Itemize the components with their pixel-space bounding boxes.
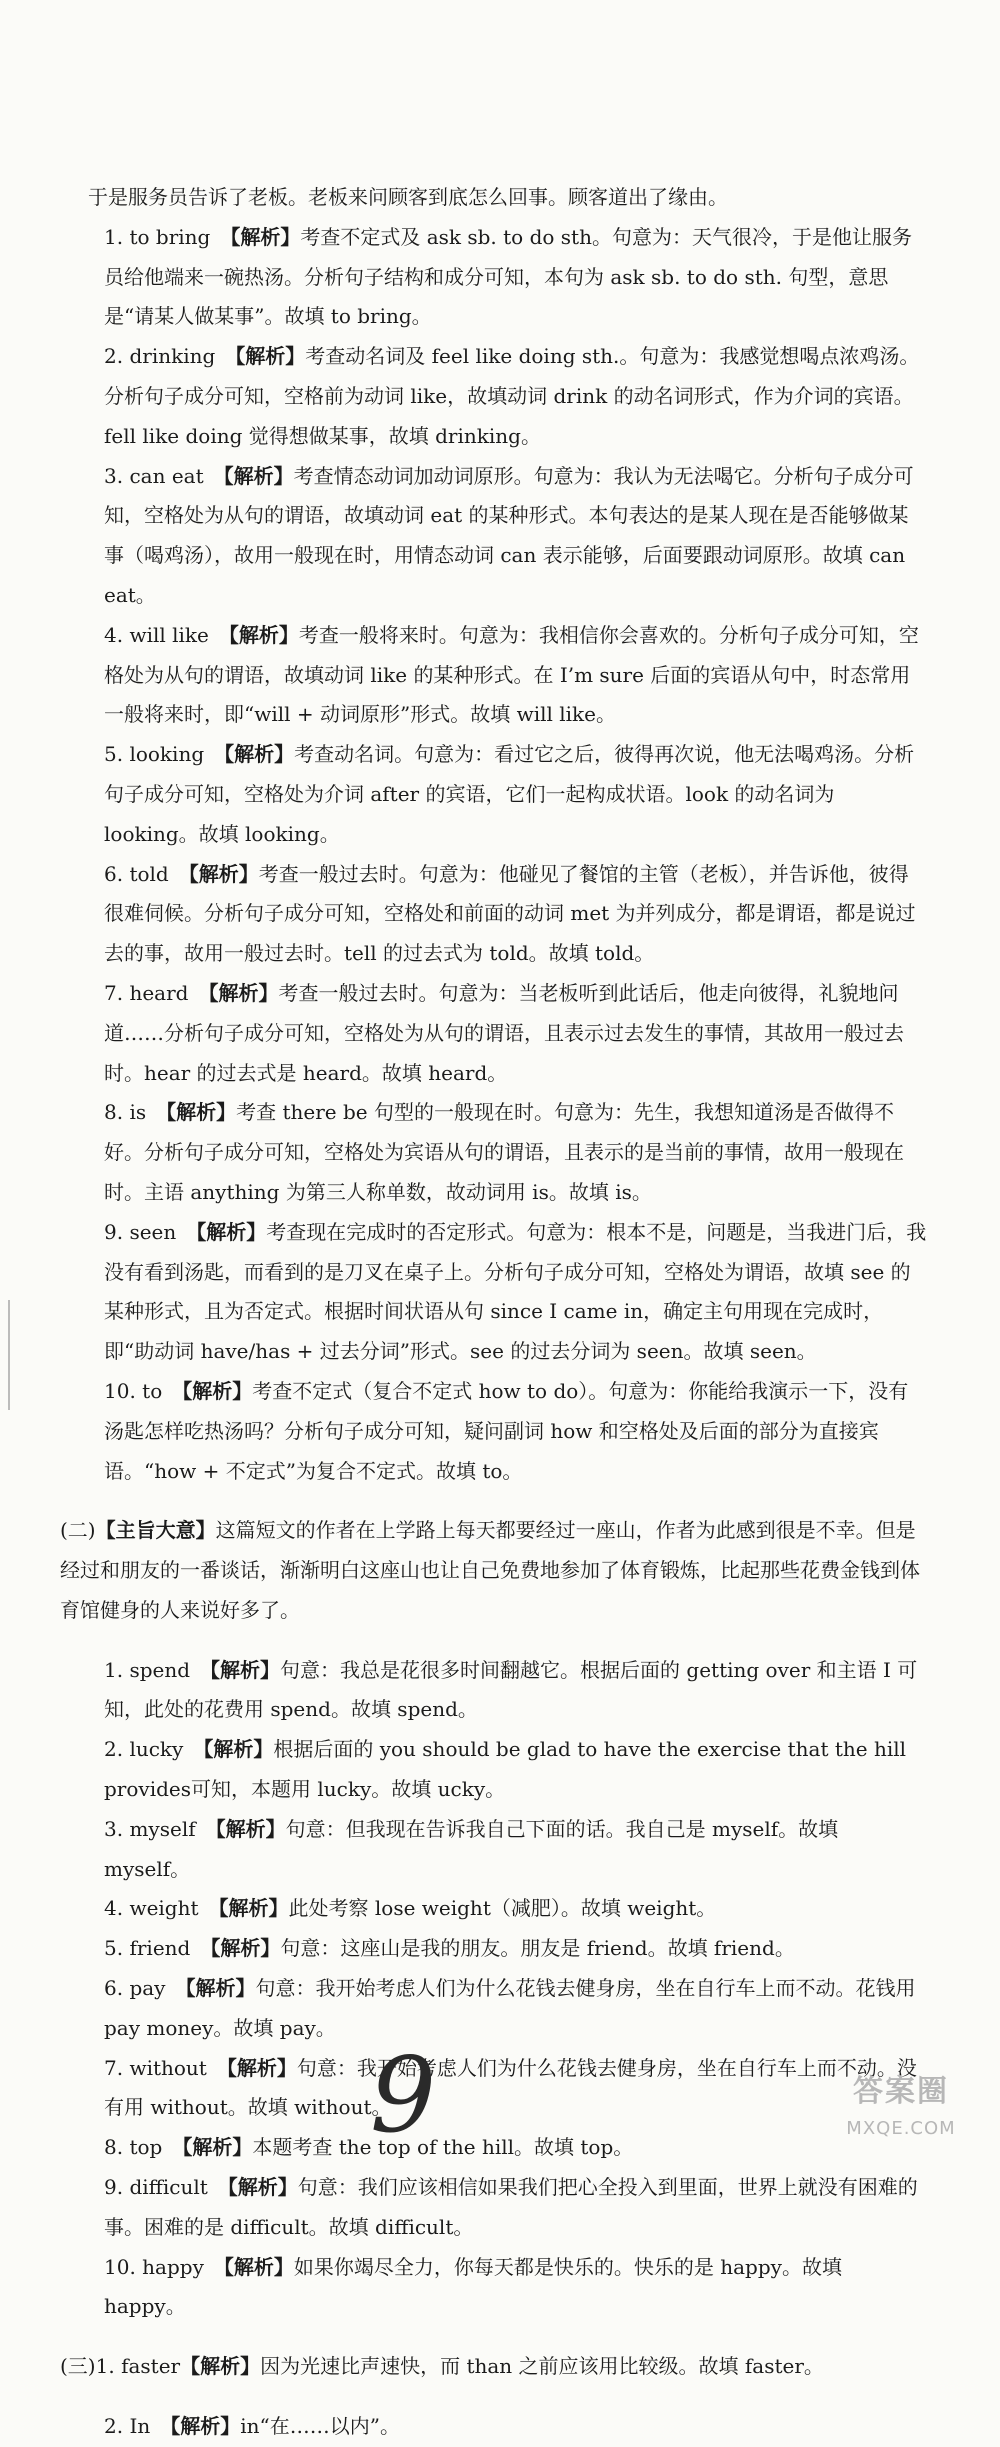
section-three-first: (三)1. faster【解析】因为光速比声速快，而 than 之前应该用比较级。故填 faster。: [60, 2354, 824, 2379]
binding-mark: [8, 1300, 20, 1410]
answer-item: 2. lucky 【解析】根据后面的 you should be glad to have the exercise that the hill provides可知，本题用 lucky。故填 ucky。: [104, 1737, 907, 1802]
answer-item: 6. told 【解析】考查一般过去时。句意为：他碰见了餐馆的主管（老板），并告诉他，彼得很难伺候。分析句子成分可知，空格处和前面的动词 met 为并列成分，都是谓语，都是说过去的事，故用一般过去时。tell 的过去式为 told。故填 told。: [104, 861, 916, 966]
answer-item: 10. to 【解析】考查不定式（复合不定式 how to do）。句意为：你能给我演示一下，没有汤匙怎样吃热汤吗？分析句子成分可知，疑问副词 how 和空格处及后面的部分为直接宾语。“how + 不定式”为复合不定式。故填 to。: [104, 1378, 909, 1483]
answer-item: 4. weight 【解析】此处考察 lose weight（减肥）。故填 weight。: [104, 1896, 717, 1921]
answer-item: 7. without 【解析】句意：我开始考虑人们为什么花钱去健身房，坐在自行车上而不动。没有用 without。故填 without。: [104, 2055, 917, 2120]
answer-item: 2. In 【解析】in“在……以内”。: [104, 2414, 400, 2439]
answer-item: 9. difficult 【解析】句意：我们应该相信如果我们把心全投入到里面，世界上就没有困难的事。困难的是 difficult。故填 difficult。: [104, 2175, 918, 2239]
section-two: [60, 1511, 928, 2327]
answer-item: 6. pay 【解析】句意：我开始考虑人们为什么花钱去健身房，坐在自行车上而不动。花钱用 pay money。故填 pay。: [104, 1976, 916, 2040]
answer-item: 5. friend 【解析】句意：这座山是我的朋友。朋友是 friend。故填 friend。: [104, 1936, 795, 1961]
intro-text: 于是服务员告诉了老板。老板来问顾客到底怎么回事。顾客道出了缘由。: [88, 185, 728, 209]
answer-item: 4. will like 【解析】考查一般将来时。句意为：我相信你会喜欢的。分析句子成分可知，空格处为从句的谓语，故填动词 like 的某种形式。在 I’m sure 后面的宾语从句中，时态常用一般将来时，即“will + 动词原形”形式。故填 will like。: [104, 622, 919, 727]
answer-item: 7. heard 【解析】考查一般过去时。句意为：当老板听到此话后，他走向彼得，礼貌地问道……分析句子成分可知，空格处为从句的谓语，且表示过去发生的事情，其故用一般过去时。hear 的过去式是 heard。故填 heard。: [104, 980, 904, 1085]
answer-item: 3. can eat 【解析】考查情态动词加动词原形。句意为：我认为无法喝它。分析句子成分可知，空格处为从句的谓语，故填动词 eat 的某种形式。本句表达的是某人现在是否能够做某事（喝鸡汤），故用一般现在时，用情态动词 can 表示能够，后面要跟动词原形。故填 can eat。: [104, 463, 914, 607]
answer-item: 8. is 【解析】考查 there be 句型的一般现在时。句意为：先生，我想知道汤是否做得不好。分析句子成分可知，空格处为宾语从句的谓语，且表示的是当前的事情，故用一般现在时。主语 anything 为第三人称单数，故动词用 is。故填 is。: [104, 1100, 904, 1204]
answer-item: 1. spend 【解析】句意：我总是花很多时间翻越它。根据后面的 getting over 和主语 I 可知，此处的花费用 spend。故填 spend。: [104, 1657, 918, 1722]
part1-list: [88, 218, 928, 1492]
answer-content: [60, 178, 928, 2447]
answer-item: 8. top 【解析】本题考查 the top of the hill。故填 top。: [104, 2135, 634, 2160]
answer-item: 5. looking 【解析】考查动名词。句意为：看过它之后，彼得再次说，他无法喝鸡汤。分析句子成分可知，空格处为介词 after 的宾语，它们一起构成状语。look 的动名词为 looking。故填 looking。: [104, 742, 915, 846]
answer-item: 9. seen 【解析】考查现在完成时的否定形式。句意为：根本不是，问题是，当我进门后，我没有看到汤匙，而看到的是刀叉在桌子上。分析句子成分可知，空格处为谓语，故填 see 的某种形式，且为否定式。根据时间状语从句 since I came in，确定主句用现在完成时，即“助动词 have/has + 过去分词”形式。see 的过去分词为 seen。故填 seen。: [104, 1219, 927, 1364]
site-watermark: [806, 2068, 996, 2154]
watermark-url: MXQE.COM: [846, 2118, 956, 2139]
answer-item: 10. happy 【解析】如果你竭尽全力，你每天都是快乐的。快乐的是 happy。故填 happy。: [104, 2254, 842, 2319]
answer-item: 3. myself 【解析】句意：但我现在告诉我自己下面的话。我自己是 myself。故填 myself。: [104, 1816, 839, 1881]
answer-item: 2. drinking 【解析】考查动名词及 feel like doing sth.。句意为：我感觉想喝点浓鸡汤。分析句子成分可知，空格前为动词 like，故填动词 drink 的动名词形式，作为介词的宾语。fell like doing 觉得想做某事，故填 drinking。: [104, 344, 920, 448]
answer-item: 1. to bring 【解析】考查不定式及 ask sb. to do sth。句意为：天气很冷，于是他让服务员给他端来一碗热汤。分析句子结构和成分可知，本句为 ask sb. to do sth. 句型，意思是“请某人做某事”。故填 to bring。: [104, 224, 912, 329]
section-three: [60, 2347, 928, 2447]
watermark-logo-text: 答案圈: [853, 2074, 949, 2109]
section-two-summary: (二)【主旨大意】这篇短文的作者在上学路上每天都要经过一座山，作者为此感到很是不幸。但是经过和朋友的一番谈话，渐渐明白这座山也让自己免费地参加了体育锻炼，比起那些花费金钱到体育馆健身的人来说好多了。: [60, 1518, 920, 1622]
page-number: 9: [370, 2034, 437, 2156]
